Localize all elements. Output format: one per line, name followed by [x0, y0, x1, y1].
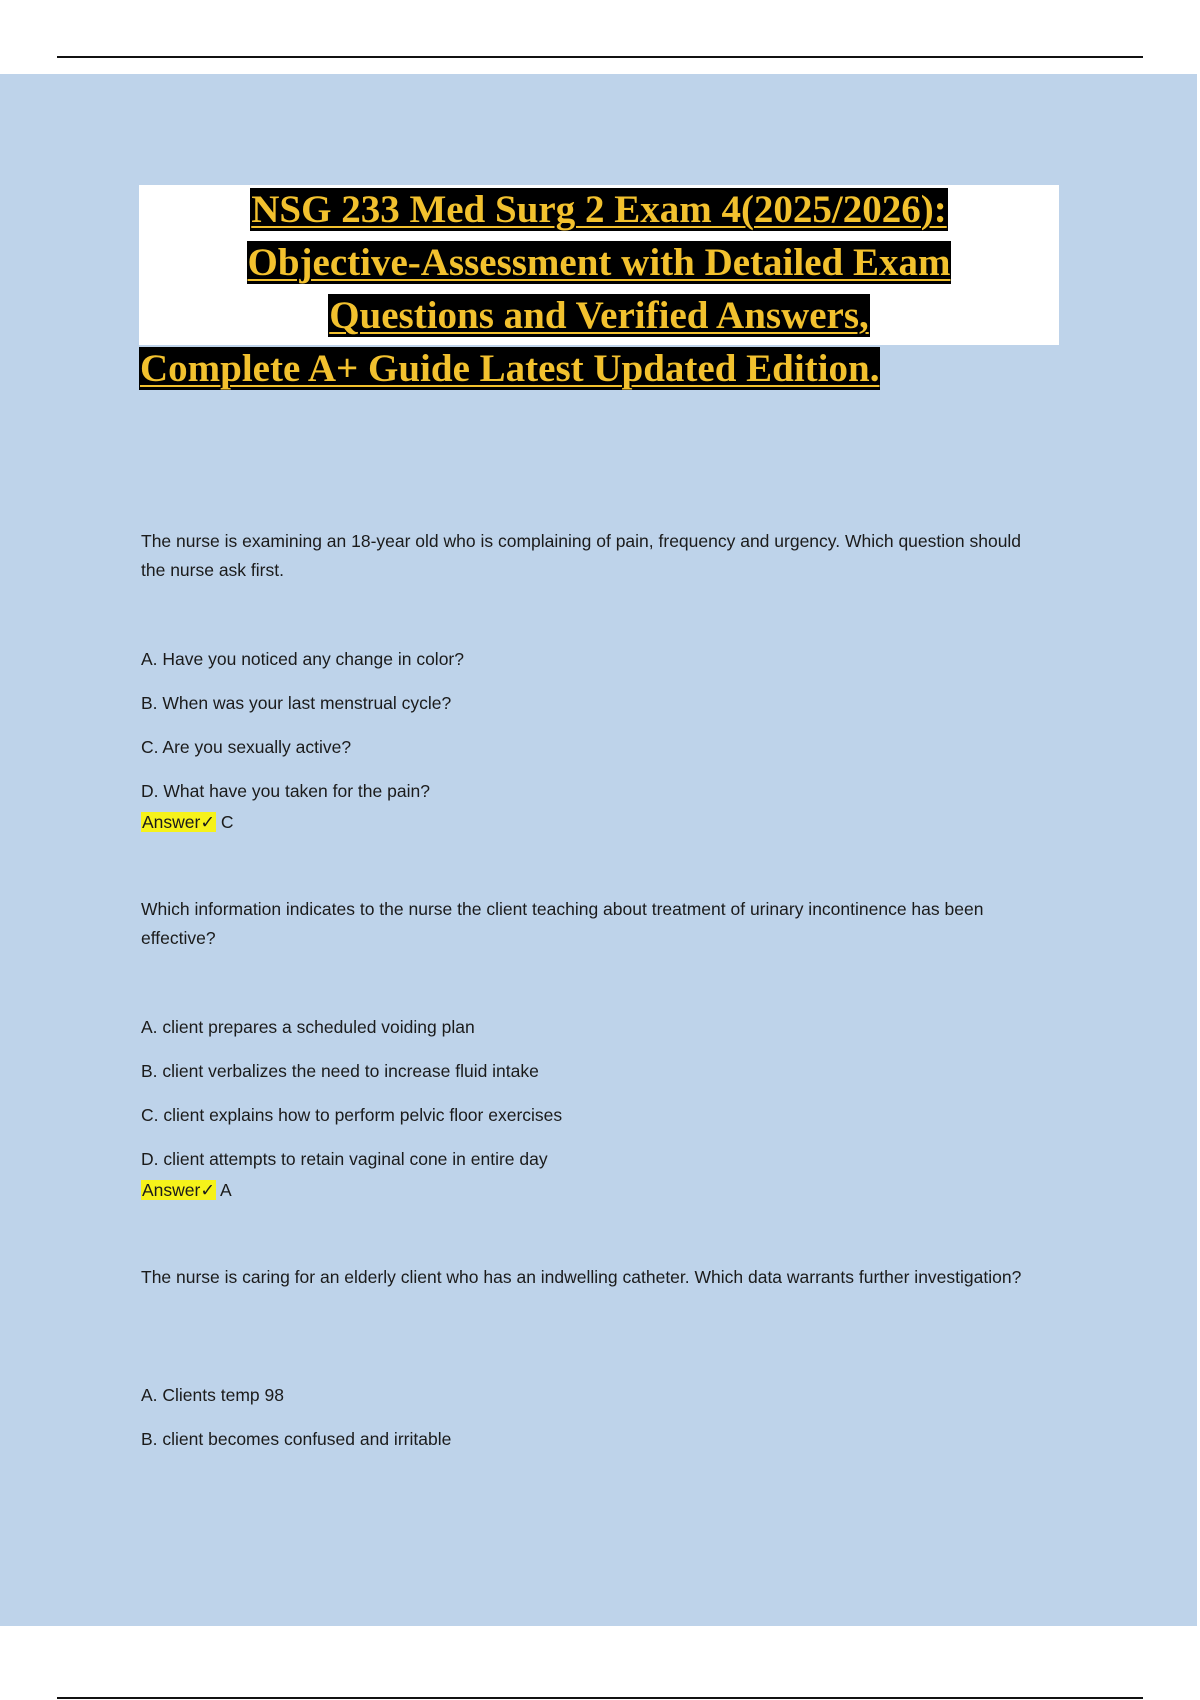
title-line: Complete A+ Guide Latest Updated Edition.	[140, 347, 880, 390]
question-2-option-d: D. client attempts to retain vaginal cone in entire day	[141, 1149, 548, 1169]
question-1-answer	[141, 810, 234, 834]
question-1-option-d: D. What have you taken for the pain?	[141, 781, 430, 801]
question-3-text: The nurse is caring for an elderly client who has an indwelling catheter. Which data warrants further investigation?	[141, 1267, 1022, 1287]
question-3-option-a: A. Clients temp 98	[141, 1385, 284, 1405]
answer-label: Answer✓	[142, 1180, 216, 1200]
question-2-text: Which information indicates to the nurse the client teaching about treatment of urinary incontinence has been effective?	[141, 899, 984, 948]
title-line: Objective-Assessment with Detailed Exam	[247, 241, 951, 284]
title-line: NSG 233 Med Surg 2 Exam 4(2025/2026):	[251, 188, 947, 231]
question-1-option-b: B. When was your last menstrual cycle?	[141, 693, 452, 713]
question-1-option-c: C. Are you sexually active?	[141, 737, 352, 757]
question-1-option-a: A. Have you noticed any change in color?	[141, 649, 464, 669]
question-2-option-c: C. client explains how to perform pelvic floor exercises	[141, 1105, 563, 1125]
question-2-answer	[141, 1178, 232, 1202]
document-title	[139, 183, 1059, 395]
bottom-rule	[57, 1697, 1143, 1699]
answer-label: Answer✓	[142, 812, 216, 832]
question-1-text: The nurse is examining an 18-year old who is complaining of pain, frequency and urgency. Which question should the nurse ask first.	[141, 531, 1022, 580]
question-2-option-b: B. client verbalizes the need to increase fluid intake	[141, 1061, 539, 1081]
title-line: Questions and Verified Answers,	[329, 294, 869, 337]
answer-value: A	[219, 1180, 232, 1200]
question-2-option-a: A. client prepares a scheduled voiding plan	[141, 1017, 475, 1037]
top-rule	[57, 56, 1143, 58]
question-3-option-b: B. client becomes confused and irritable	[141, 1429, 452, 1449]
answer-value: C	[220, 812, 234, 832]
